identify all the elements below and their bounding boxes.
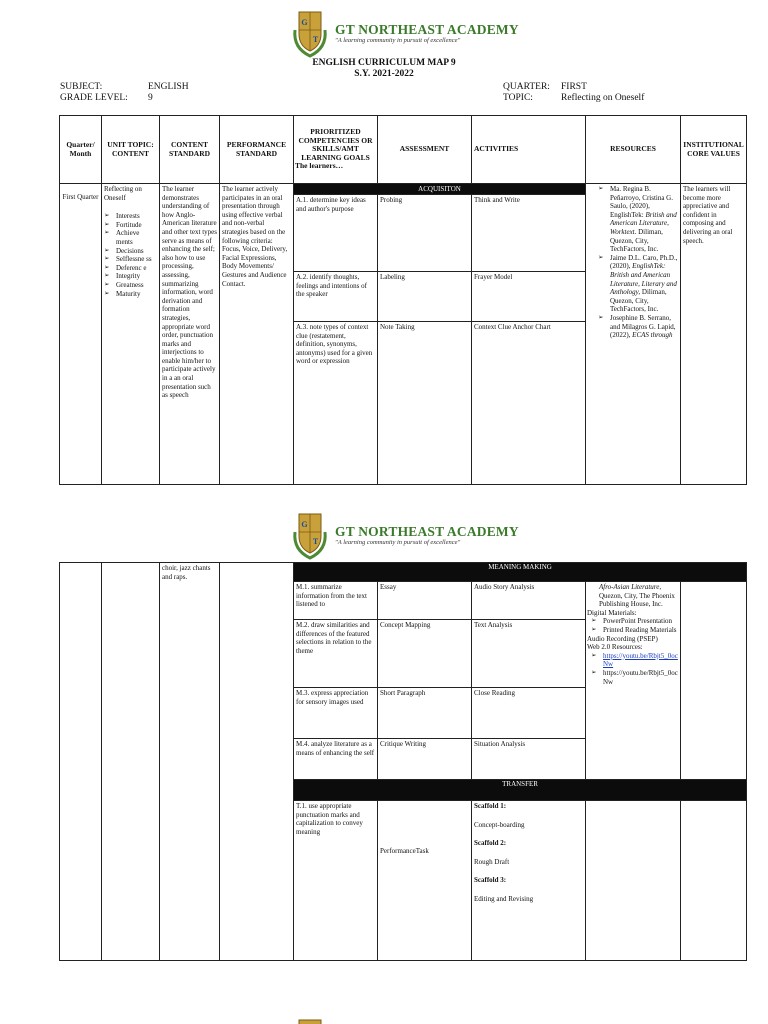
core-values-text: The learners will become more appreciative and confident in composing and delivering an oral speech. <box>681 184 747 485</box>
curriculum-table-page-1 <box>59 115 747 485</box>
list-item: ➢ Greatness <box>114 281 157 290</box>
resource-text: Josephine B. Serrano, and Milagros G. Lapid, (2022), <box>610 313 676 340</box>
goal-a2: A.2. identify thoughts, feelings and intentions of the speaker <box>294 272 378 322</box>
links-list <box>587 652 678 686</box>
scaffold-label: Scaffold 3: <box>474 876 507 885</box>
col-quarter: Quarter/ Month <box>60 116 102 184</box>
resource-title: British and American Literature, Worktext. <box>610 210 677 236</box>
digital-label: Digital Materials: <box>587 608 637 617</box>
activity-m1: Audio Story Analysis <box>472 582 586 620</box>
audio-recording: Audio Recording (PSEP) <box>587 634 658 643</box>
academy-tagline: "A learning community in pursuit of excellence" <box>335 37 461 44</box>
academy-logo <box>291 8 519 58</box>
list-item: ➢ Selflessne ss <box>114 255 157 264</box>
resource-title: ECAS through <box>632 331 673 340</box>
activity-m2: Text Analysis <box>472 620 586 688</box>
unit-title: Reflecting on Oneself <box>104 185 142 202</box>
transfer-resources-cell <box>586 801 681 961</box>
topic-value: Reflecting on Oneself <box>561 93 645 103</box>
goal-t1: T.1. use appropriate punctuation marks and capitalization to convey meaning <box>294 801 378 961</box>
list-item: ➢ Maturity <box>114 290 157 299</box>
unit-list <box>104 212 157 298</box>
scaffold-text: Concept-boarding <box>474 820 525 829</box>
list-item: ➢ Deferenc e <box>114 264 157 273</box>
content-standard-cont: choir, jazz chants and raps. <box>160 563 220 961</box>
assessment-m4: Critique Writing <box>378 739 472 780</box>
performance-standard-cell <box>220 563 294 961</box>
scaffold-text: Rough Draft <box>474 857 510 866</box>
resource-text: Diliman, Quezon, City, TechFactors, Inc. <box>610 227 663 254</box>
quarter-label: QUARTER: <box>503 82 550 92</box>
performance-task: PerformanceTask <box>380 847 429 855</box>
goal-m2: M.2. draw similarities and differences of the featured selections in relation to the theme <box>294 620 378 688</box>
quarter-value: FIRST <box>561 82 587 92</box>
resource-title: Afro-Asian Literature, <box>599 583 662 591</box>
scaffold-label: Scaffold 1: <box>474 802 507 810</box>
meaning-making-band: MEANING MAKING <box>294 563 747 582</box>
resources-cell <box>586 582 681 780</box>
school-year: S.Y. 2021-2022 <box>354 69 414 79</box>
transfer-values-cell <box>681 801 747 961</box>
activity-a3: Context Clue Anchor Chart <box>472 322 586 485</box>
svg-text:G: G <box>301 520 308 529</box>
col-learners: The learners… <box>295 161 344 171</box>
core-values-cell <box>681 582 747 780</box>
scaffolds-cell <box>472 801 586 961</box>
crest-icon <box>291 510 329 560</box>
list-item: ➢ Achieve ments <box>114 229 157 246</box>
svg-text:T: T <box>312 35 319 44</box>
grade-label: GRADE LEVEL: <box>60 93 128 103</box>
web-label: Web 2.0 Resources: <box>587 643 643 652</box>
assessment-m2: Concept Mapping <box>378 620 472 688</box>
assessment-t1 <box>378 801 472 961</box>
list-item <box>608 254 678 314</box>
resources-list <box>598 185 678 340</box>
col-activities: ACTIVITIES <box>472 116 586 184</box>
activity-a2: Frayer Model <box>472 272 586 322</box>
list-item: ➢ Interests <box>114 212 157 221</box>
goal-m3: M.3. express appreciation for sensory images used <box>294 688 378 739</box>
svg-text:T: T <box>312 537 319 546</box>
list-item: ➢ PowerPoint Presentation <box>601 617 678 626</box>
col-content-standard: CONTENT STANDARD <box>160 116 220 184</box>
topic-label: TOPIC: <box>503 93 533 103</box>
goal-a3: A.3. note types of context clue (restatement, definition, synonyms, antonyms) used for a given word or expression <box>294 322 378 485</box>
col-assessment: ASSESSMENT <box>378 116 472 184</box>
col-resources: RESOURCES <box>586 116 681 184</box>
unit-cell <box>102 184 160 485</box>
list-item <box>608 314 678 340</box>
content-standard-text: The learner demonstrates understanding of how Anglo-American literature and other text types serve as means of enhancing the self; also how to use processing, assessing, summarizing information, word derivation and formation strategies, appropriate word order, punctuation marks and interjections to enable him/her to participate actively in a an oral presentation such as speech <box>160 184 220 485</box>
resources-cell <box>586 184 681 485</box>
youtube-link[interactable]: https://youtu.be/Rbjt5_0ocNw <box>603 651 678 669</box>
academy-logo <box>291 510 519 560</box>
col-core-values: INSTITUTIONAL CORE VALUES <box>681 116 747 184</box>
quarter-text: First Quarter <box>62 193 99 201</box>
resource-text: Ma. Regina B. Peñarroyo, Cristina G. Saulo, (2020), EnglishTek: <box>610 185 673 219</box>
assessment-a3: Note Taking <box>378 322 472 485</box>
list-item: ➢ Fortitude <box>114 221 157 230</box>
academy-logo <box>291 1016 335 1024</box>
quarter-cell <box>60 184 102 485</box>
activity-a1: Think and Write <box>472 195 586 272</box>
activity-m4: Situation Analysis <box>472 739 586 780</box>
list-item <box>601 669 678 686</box>
academy-name: GT NORTHEAST ACADEMY <box>335 22 519 37</box>
col-performance-standard: PERFORMANCE STANDARD <box>220 116 294 184</box>
crest-icon <box>291 8 329 58</box>
assessment-a2: Labeling <box>378 272 472 322</box>
page-2 <box>0 500 768 970</box>
resource-title: EnglishTek: British and American Literature, Literary and Anthology, <box>610 262 677 297</box>
goal-m4: M.4. analyze literature as a means of enhancing the self <box>294 739 378 780</box>
academy-name: GT NORTHEAST ACADEMY <box>335 524 519 539</box>
assessment-a1: Probing <box>378 195 472 272</box>
subject-label: SUBJECT: <box>60 82 103 92</box>
svg-text:G: G <box>301 18 308 27</box>
activity-m3: Close Reading <box>472 688 586 739</box>
list-item: ➢ Decisions <box>114 247 157 256</box>
page-3 <box>0 1010 768 1024</box>
curriculum-table-page-2 <box>59 562 747 961</box>
col-competencies-label: PRIORITIZED COMPETENCIES OR SKILLS/AMT LEARNING GOALS <box>298 127 373 162</box>
assessment-m3: Short Paragraph <box>378 688 472 739</box>
subject-value: ENGLISH <box>148 82 189 92</box>
resource-text: Quezon, City, The Phoenix Publishing House, Inc. <box>599 591 675 609</box>
list-item <box>601 652 678 669</box>
list-item: ➢ Integrity <box>114 272 157 281</box>
scaffold-label: Scaffold 2: <box>474 839 507 848</box>
quarter-cell <box>60 563 102 961</box>
resource-text: Diliman, Quezon, City, TechFactors, Inc. <box>610 288 667 314</box>
scaffold-text: Editing and Revising <box>474 894 534 903</box>
unit-cell <box>102 563 160 961</box>
list-item: ➢ Printed Reading Materials <box>601 626 678 635</box>
page-1 <box>0 0 768 490</box>
goal-a1: A.1. determine key ideas and author's purpose <box>294 195 378 272</box>
transfer-band: TRANSFER <box>294 780 747 801</box>
map-title: ENGLISH CURRICULUM MAP 9 <box>312 58 456 68</box>
acquisition-band: ACQUISITON <box>294 184 586 195</box>
performance-standard-text: The learner actively participates in an oral presentation through using effective verbal and non-verbal strategies based on the following criteria: Focus, Voice, Delivery, Facial Expressions, Body Movements/ Gestures and Audience Contact. <box>220 184 294 485</box>
goal-m1: M.1. summarize information from the text listened to <box>294 582 378 620</box>
col-unit: UNIT TOPIC: CONTENT <box>102 116 160 184</box>
youtube-link[interactable]: https://youtu.be/Rbjt5_0ocNw <box>603 668 678 686</box>
crest-icon <box>291 1016 329 1024</box>
list-item <box>608 185 678 254</box>
assessment-m1: Essay <box>378 582 472 620</box>
digital-list <box>587 617 678 634</box>
resource-text: Jaime D.L. Caro, Ph.D., (2020), <box>610 253 678 271</box>
grade-value: 9 <box>148 93 153 103</box>
academy-tagline: "A learning community in pursuit of excellence" <box>335 539 461 546</box>
col-competencies <box>294 116 378 184</box>
